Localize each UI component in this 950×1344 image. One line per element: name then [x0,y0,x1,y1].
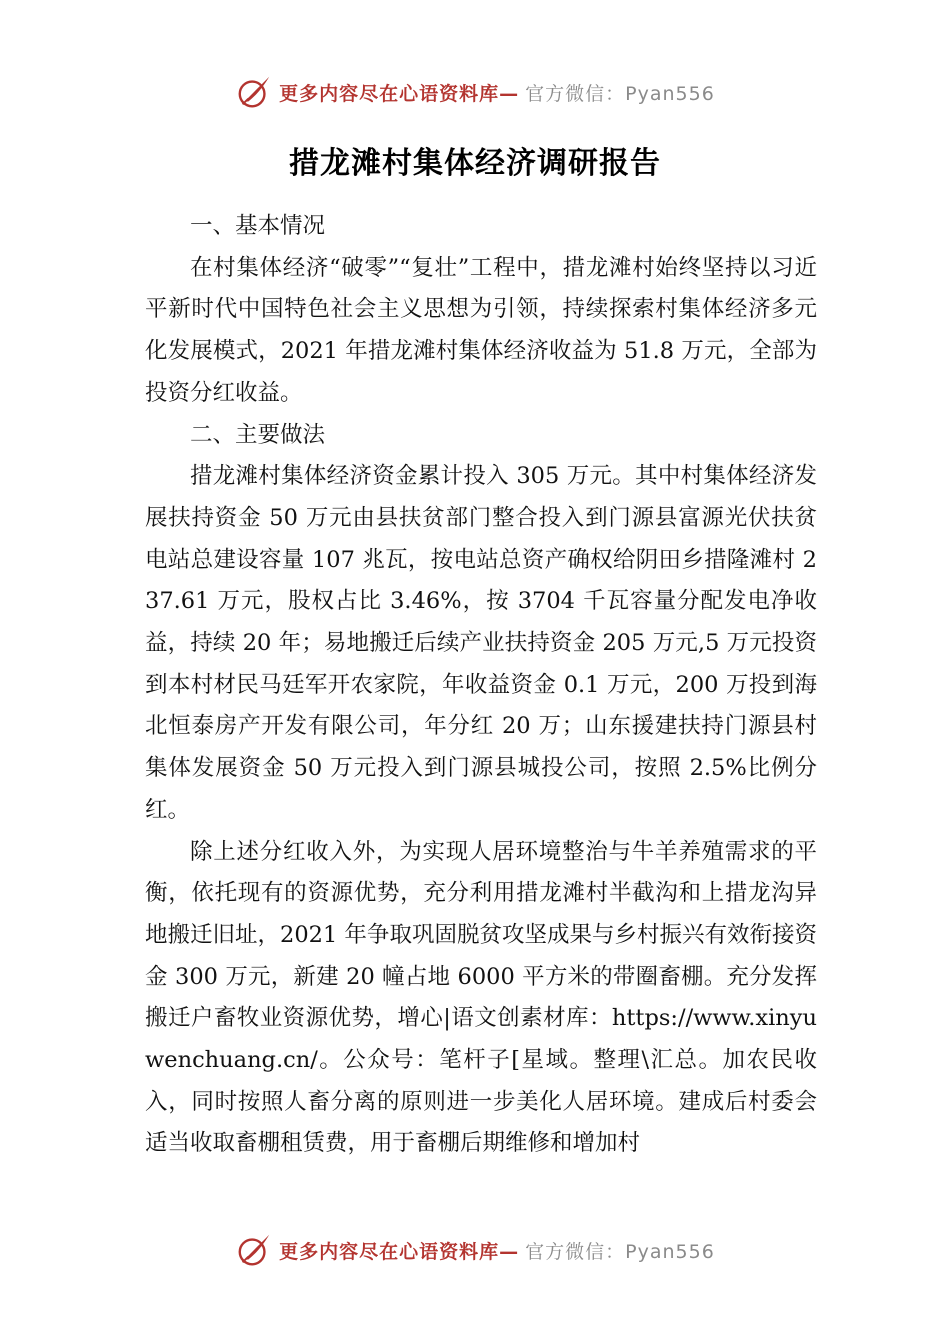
document-title: 措龙滩村集体经济调研报告 [289,146,661,181]
banner-wechat: 官方微信：Pyan556 [525,1240,715,1263]
banner-wechat: 官方微信：Pyan556 [525,82,715,105]
banner-text: 更多内容尽在心语资料库— [279,82,520,105]
quill-logo-icon [235,73,273,111]
section-heading-practices: 二、主要做法 [190,421,326,448]
bottom-watermark-banner [0,1228,950,1272]
top-watermark-banner [0,70,950,114]
section-heading-basic: 一、基本情况 [190,213,326,239]
paragraph-livestock-sheds: 除上述分红收入外，为实现人居环境整治与牛羊养殖需求的平衡，依托现有的资源优势，充分利用措龙滩村半截沟和上措龙沟异地搬迁旧址，2021 年争取巩固脱贫攻坚成果与乡村振兴有效衔接资金 300 万元，新建 20 幢占地 6000 平方米的带圈畜棚。充分发挥搬迁户畜牧业资源优势，增心|语文创素材库：https://www.xinyuwenchuang.cn/。公众号：笔杆子[星域。整理\汇总。加农民收入，同时按照人畜分离的原则进一步美化人居环境。建成后村委会适当收取畜棚租赁费，用于畜棚后期维修和增加村 [145,838,817,1157]
document-body [145,206,817,1165]
paragraph-basic-situation: 在村集体经济“破零”“复壮”工程中，措龙滩村始终坚持以习近平新时代中国特色社会主义思想为引领，持续探索村集体经济多元化发展模式，2021 年措龙滩村集体经济收益为 51.8 万元，全部为投资分红收益。 [145,254,817,406]
quill-logo-icon [235,1231,273,1269]
paragraph-investment: 措龙滩村集体经济资金累计投入 305 万元。其中村集体经济发展扶持资金 50 万元由县扶贫部门整合投入到门源县富源光伏扶贫电站总建设容量 107 兆瓦，按电站总资产确权给阴田乡措隆滩村 237.61 万元，股权占比 3.46%，按 3704 千瓦容量分配发电净收益，持续 20 年；易地搬迁后续产业扶持资金 205 万元,5 万元投资到本村材民马廷军开农家院，年收益资金 0.1 万元，200 万投到海北恒泰房产开发有限公司，年分红 20 万；山东援建扶持门源县村集体发展资金 50 万元投入到门源县城投公司，按照 2.5%比例分红。 [145,463,817,823]
banner-text: 更多内容尽在心语资料库— [279,1240,520,1263]
